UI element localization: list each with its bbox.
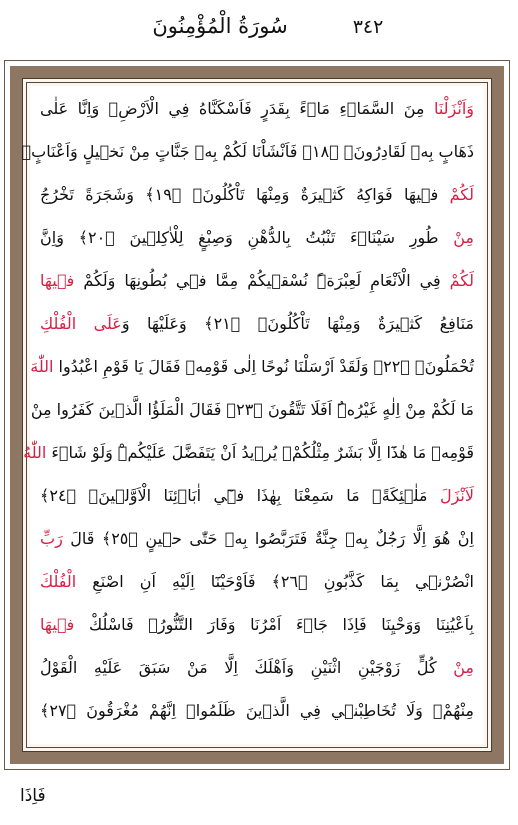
surah-title: سُورَةُ الْمُؤْمِنُونَ xyxy=(152,14,288,38)
text-line-14 xyxy=(40,648,474,688)
page-header xyxy=(0,0,518,58)
text-line-15 xyxy=(40,691,474,731)
line-text: بِاَعْيُنِنَا وَوَحْيِنَا فَاِذَا جَاۤءَ اَمْرُنَا وَفَارَ التَّنُّورُۙ فَاسْلُكْ xyxy=(74,615,474,634)
text-line-4 xyxy=(40,218,474,258)
text-line-9 xyxy=(23,433,474,473)
highlighted-word: ف۪يهَا xyxy=(40,271,75,290)
highlighted-word: لَاَنْزَلَ xyxy=(439,486,474,505)
highlighted-word: وَاَنْزَلْنَا xyxy=(433,99,474,118)
line-text: ذَهَابٍ بِه۪ لَقَادِرُونَۚ ﴿١٨﴾ فَاَنْشَاْنَا لَكُمْ بِه۪ جَنَّاتٍ مِنْ نَخ۪يلٍ وَاَعْنَابٍۢ xyxy=(21,142,474,161)
line-text: تُحْمَلُونَ۟ ﴿٢٢﴾ وَلَقَدْ اَرْسَلْنَا نُوحًا اِلٰى قَوْمِه۪ فَقَالَ يَا قَوْمِ اعْبُدُوا xyxy=(53,357,474,376)
line-text: ف۪يهَا فَوَاكِهُ كَث۪يرَةٌ وَمِنْهَا تَاْكُلُونَۙ ﴿١٩﴾ وَشَجَرَةً تَخْرُجُ xyxy=(40,185,450,204)
text-line-12 xyxy=(40,562,474,602)
text-line-7 xyxy=(30,347,474,387)
text-line-13 xyxy=(40,605,474,645)
text-line-10 xyxy=(40,476,474,516)
highlighted-word: لَكُمْ xyxy=(449,185,474,204)
highlighted-word: اللّٰهَ xyxy=(30,357,54,376)
line-text: اِنْ هُوَ اِلَّا رَجُلٌ بِه۪ جِنَّةٌ فَتَرَبَّصُوا بِه۪ حَتّٰى ح۪ينٍ ﴿٢٥﴾ قَالَ xyxy=(62,529,475,548)
text-line-3 xyxy=(40,175,474,215)
catchword: فَاِذَا xyxy=(20,786,46,806)
text-line-8 xyxy=(30,390,474,430)
highlighted-word: الْفُلْكَ xyxy=(40,572,77,591)
highlighted-word: اللّٰهُ xyxy=(23,443,47,462)
line-text: مَلٰۤئِكَةًۚ مَا سَمِعْنَا بِهٰذَا ف۪ٓي اٰبَاۤئِنَا الْاَوَّل۪ينَۚ ﴿٢٤﴾ xyxy=(40,486,440,505)
highlighted-word: عَلَى الْفُلْكِ xyxy=(40,314,122,333)
text-line-1 xyxy=(40,89,474,129)
text-line-2 xyxy=(21,132,474,172)
line-text: مَا لَكُمْ مِنْ اِلٰهٍ غَيْرُهُۜ اَفَلَا تَتَّقُونَ ﴿٢٣﴾ فَقَالَ الْمَلَؤُا الَّذ۪ينَ كَفَرُوا مِنْ xyxy=(30,400,474,419)
verse-text-area xyxy=(21,86,484,744)
text-line-5 xyxy=(40,261,474,301)
line-text: فِي الْاَنْعَامِ لَعِبْرَةًۜ نُسْق۪يكُمْ مِمَّا ف۪ي بُطُونِهَا وَلَكُمْ xyxy=(74,271,450,290)
highlighted-word: مِنْ xyxy=(453,658,474,677)
line-text: طُورِ سَيْنَاۤءَ تَنْبُتُ بِالدُّهْنِ وَصِبْغٍ لِلْاٰكِل۪ينَ ﴿٢٠﴾ وَاِنَّ xyxy=(40,228,454,247)
line-text: مَنَافِعُ كَث۪يرَةٌ وَمِنْهَا تَاْكُلُونَۙ ﴿٢١﴾ وَعَلَيْهَا وَ xyxy=(121,314,475,333)
page-number: ٣٤٢ xyxy=(352,16,384,38)
text-line-11 xyxy=(40,519,474,559)
line-text: قَوْمِه۪ مَا هٰذَٓا اِلَّا بَشَرٌ مِثْلُكُمْۙ يُر۪يدُ اَنْ يَتَفَضَّلَ عَلَيْكُمْۜ وَلَوْ شَاۤءَ xyxy=(46,443,474,462)
highlighted-word: لَكُمْ xyxy=(449,271,474,290)
highlighted-word: ف۪يهَا xyxy=(40,615,75,634)
line-text: انْصُرْن۪ي بِمَا كَذَّبُونِ ﴿٢٦﴾ فَاَوْحَيْنَٓا اِلَيْهِ اَنِ اصْنَعِ xyxy=(76,572,474,591)
line-text: مِنَ السَّمَاۤءِ مَاۤءً بِقَدَرٍ فَاَسْكَنَّاهُ فِي الْاَرْضِۗ وَاِنَّا عَلٰى xyxy=(40,99,434,118)
highlighted-word: رَبِّ xyxy=(40,529,63,548)
line-text: مِنْهُمْۚ وَلَا تُخَاطِبْن۪ي فِي الَّذ۪ينَ ظَلَمُواۚ اِنَّهُمْ مُغْرَقُونَ ﴿٢٧﴾ xyxy=(40,701,474,720)
line-text: كُلٍّ زَوْجَيْنِ اثْنَيْنِ وَاَهْلَكَ اِلَّا مَنْ سَبَقَ عَلَيْهِ الْقَوْلُ xyxy=(40,658,454,677)
highlighted-word: مِنْ xyxy=(453,228,474,247)
text-line-6 xyxy=(40,304,474,344)
